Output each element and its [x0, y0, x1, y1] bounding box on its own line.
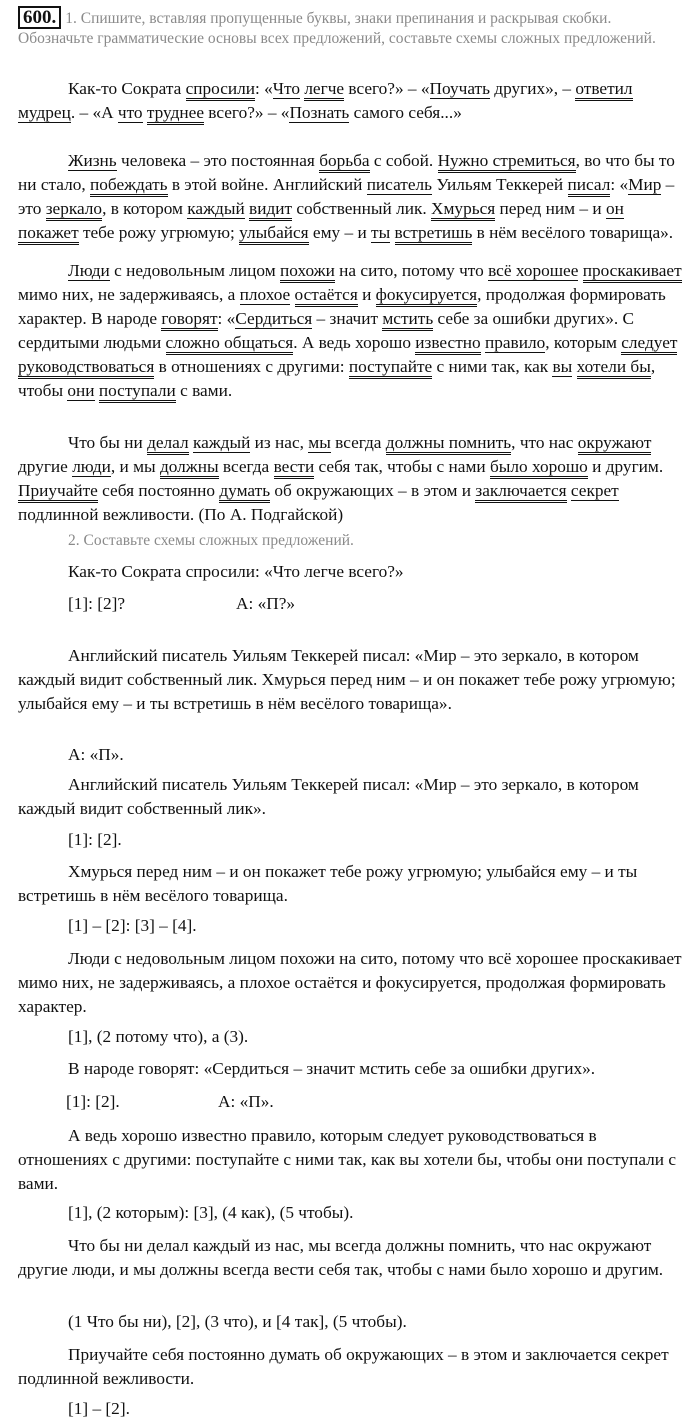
scheme-sentence: В народе говорят: «Сердиться – значит мстить себе за ошибки других».	[68, 1059, 596, 1078]
scheme-sentence: Английский писатель Уильям Теккерей писал: «Мир – это зеркало, в котором каждый видит собственный лик. Хмурься перед ним – и он покажет тебе рожу угрюмую; улыбайся ему – и ты встретишь в нём весёлого товарища».	[18, 646, 676, 713]
task-number: 600.	[18, 6, 61, 29]
scheme-formula: [1]: [2].	[66, 1092, 120, 1111]
subtask-instruction: 2. Составьте схемы сложных предложений.	[68, 532, 354, 549]
scheme-sentence: Что бы ни делал каждый из нас, мы всегда должны помнить, что нас окружают другие люди, и мы должны всегда вести себя так, чтобы с нами было хорошо и другим.	[18, 1236, 664, 1279]
scheme-formula: (1 Что бы ни), [2], (3 что), и [4 так], (5 чтобы).	[68, 1312, 407, 1331]
scheme-sentence: Как-то Сократа спросили: «Что легче всего?»	[68, 562, 404, 581]
direct-speech-scheme: А: «П».	[218, 1092, 274, 1111]
scheme-sentence: Люди с недовольным лицом похожи на сито, потому что всё хорошее проскакивает мимо них, не задерживаясь, а плохое остаётся и фокусируется, продолжая формировать характер.	[18, 949, 682, 1016]
scheme-formula: [1], (2 потому что), а (3).	[68, 1027, 249, 1046]
text-paragraph-3: Люди с недовольным лицом похожи на сито, потому что всё хорошее проскакивает мимо них, не задерживаясь, а плохое остаётся и фокусируется, продолжая формировать характер. В народе говорят: «Сердиться – значит мстить себе за ошибки других». С сердитыми людьми сложно общаться. А ведь хорошо известно правило, которым следует руководствоваться в отношениях с другими: поступайте с ними так, как вы хотели бы, чтобы они поступали с вами.	[18, 259, 682, 403]
text-paragraph-4: Что бы ни делал каждый из нас, мы всегда должны помнить, что нас окружают другие люди, и мы должны всегда вести себя так, чтобы с нами было хорошо и другим. Приучайте себя постоянно думать об окружающих – в этом и заключается секрет подлинной вежливости. (По А. Подгайской)	[18, 433, 664, 524]
scheme-formula: [1] – [2]: [3] – [4].	[68, 916, 197, 935]
text-paragraph-2: Жизнь человека – это постоянная борьба с собой. Нужно стремиться, во что бы то ни стало, побеждать в этой войне. Английский писатель Уильям Теккерей писал: «Мир – это зеркало, в котором каждый видит собственный лик. Хмурься перед ним – и он покажет тебе рожу угрюмую; улыбайся ему – и ты встретишь в нём весёлого товарища».	[18, 149, 682, 245]
scheme-formula: [1]: [2]?	[68, 594, 126, 613]
task-instruction: 1. Спишите, вставляя пропущенные буквы, знаки препинания и раскрывая скобки. Обозначьте грамматические основы всех предложений, составьте схемы сложных предложений.	[18, 10, 656, 47]
scheme-formula: А: «П».	[68, 745, 124, 764]
direct-speech-scheme: А: «П?»	[236, 594, 296, 613]
scheme-sentence: Приучайте себя постоянно думать об окружающих – в этом и заключается секрет подлинной вежливости.	[18, 1345, 669, 1388]
scheme-formula: [1], (2 которым): [3], (4 как), (5 чтобы).	[68, 1203, 354, 1222]
scheme-formula: [1] – [2].	[68, 1399, 130, 1418]
task-header	[18, 6, 682, 49]
scheme-sentence: Английский писатель Уильям Теккерей писал: «Мир – это зеркало, в котором каждый видит собственный лик».	[18, 775, 639, 818]
scheme-sentence: Хмурься перед ним – и он покажет тебе рожу угрюмую; улыбайся ему – и ты встретишь в нём весёлого товарища.	[18, 862, 638, 905]
scheme-formula: [1]: [2].	[68, 830, 122, 849]
text-paragraph-1: Как-то Сократа спросили: «Что легче всего?» – «Поучать других», – ответил мудрец. – «А что труднее всего?» – «Познать самого себя...»	[18, 77, 682, 125]
scheme-sentence: А ведь хорошо известно правило, которым следует руководствоваться в отношениях с другими: поступайте с ними так, как вы хотели бы, чтобы они поступали с вами.	[18, 1126, 677, 1193]
